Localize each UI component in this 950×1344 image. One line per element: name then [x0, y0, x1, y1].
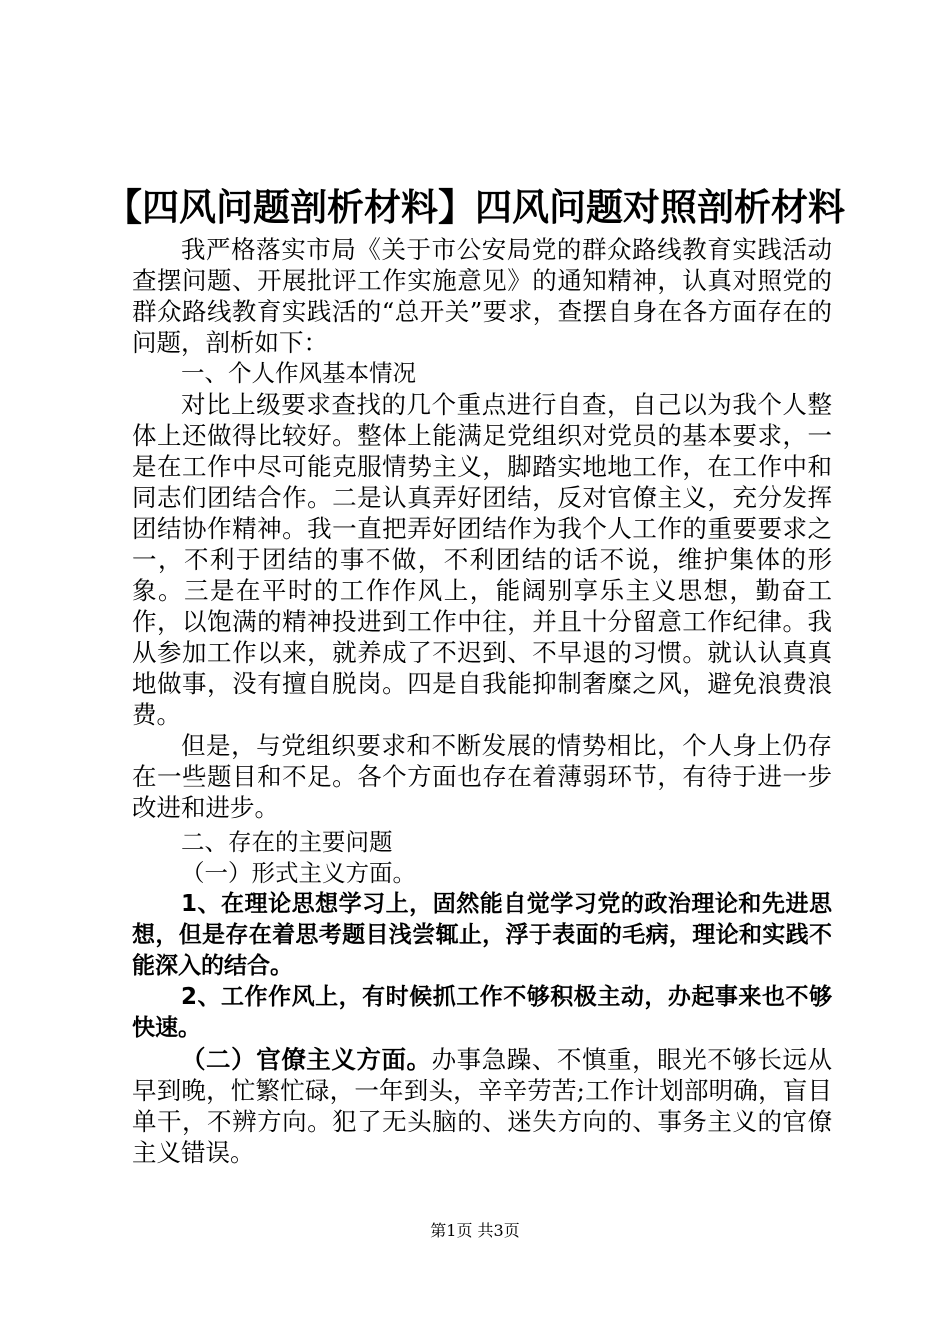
- subsection1-item-1: 1、在理论思想学习上，固然能自觉学习党的政治理论和先进思想，但是存在着思考题目浅尝辄止，浮于表面的毛病，理论和实践不能深入的结合。: [132, 891, 832, 979]
- section-heading-1: 一、个人作风基本情况: [181, 359, 416, 387]
- intro-paragraph: 我严格落实市局《关于市公安局党的群众路线教育实践活动查摆问题、开展批评工作实施意见》的通知精神，认真对照党的群众路线教育实践活的“总开关”要求，查摆自身在各方面存在的问题，剖析如下：: [132, 235, 832, 357]
- document-title: 【四风问题剖析材料】四风问题对照剖析材料: [105, 186, 845, 229]
- subsection2-paragraph: [132, 1044, 832, 1168]
- page-number-footer: 第1页 共3页: [430, 1221, 520, 1240]
- subsection2-text: 办事急躁、不慎重，眼光不够长远从早到晚，忙繁忙碌，一年到头，辛辛劳苦;工作计划部明确，盲目单干，不辨方向。犯了无头脑的、迷失方向的、事务主义的官僚主义错误。: [132, 1045, 833, 1167]
- section-heading-2: 二、存在的主要问题: [181, 828, 393, 856]
- subsection1-item-2: 2、工作作风上，有时候抓工作不够积极主动，办起事来也不够快速。: [132, 984, 832, 1041]
- section1-paragraph-1: 对比上级要求查找的几个重点进行自查，自己以为我个人整体上还做得比较好。整体上能满足党组织对党员的基本要求，一是在工作中尽可能克服情势主义，脚踏实地地工作，在工作中和同志们团结合作。二是认真弄好团结，反对官僚主义，充分发挥团结协作精神。我一直把弄好团结作为我个人工作的重要要求之一，不利于团结的事不做，不利团结的话不说，维护集体的形象。三是在平时的工作作风上，能阔别享乐主义思想，勤奋工作，以饱满的精神投进到工作中往，并且十分留意工作纪律。我从参加工作以来，就养成了不迟到、不早退的习惯。就认认真真地做事，没有擅自脱岗。四是自我能抑制奢糜之风，避免浪费浪费。: [132, 390, 832, 729]
- subsection-heading-1: （一）形式主义方面。: [181, 859, 416, 887]
- section1-paragraph-2: 但是，与党组织要求和不断发展的情势相比，个人身上仍存在一些题目和不足。各个方面也存在着薄弱环节，有待于进一步改进和进步。: [132, 731, 832, 822]
- subsection-heading-2: （二）官僚主义方面。: [181, 1045, 432, 1074]
- document-body: [132, 234, 832, 1168]
